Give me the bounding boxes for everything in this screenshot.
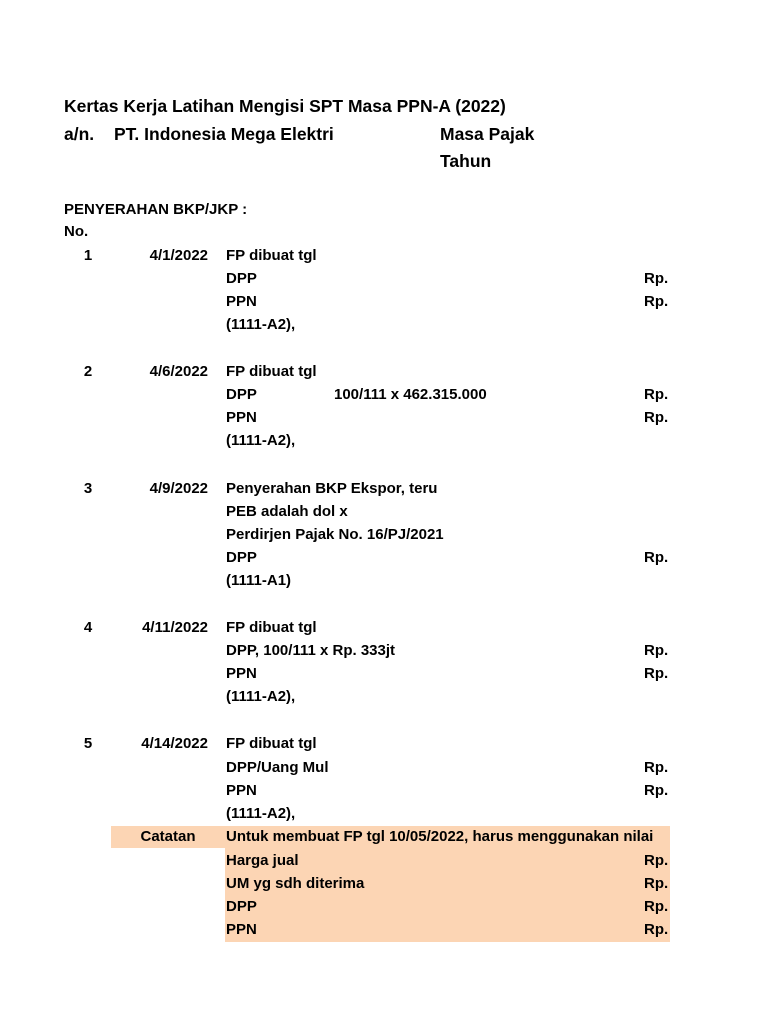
company-name: PT. Indonesia Mega Elektri	[114, 124, 334, 144]
rp-label: Rp.	[644, 386, 669, 403]
entry-line: PEB adalah dol x	[226, 503, 348, 520]
entry-number: 4	[83, 619, 93, 636]
catatan-row: UM yg sdh diterima	[226, 875, 365, 892]
entry-line: FP dibuat tgl	[226, 619, 317, 636]
entry-number: 2	[83, 363, 93, 380]
catatan-row: Harga jual	[226, 852, 299, 869]
dpp-formula: 100/111 x 462.315.000	[334, 386, 487, 403]
rp-label: Rp.	[644, 852, 669, 869]
rp-label: Rp.	[644, 270, 669, 287]
entry-line: FP dibuat tgl	[226, 735, 317, 752]
entry-number: 1	[83, 247, 93, 264]
entry-line: (1111-A2),	[226, 805, 296, 822]
entry-date: 4/11/2022	[142, 619, 208, 636]
entry-date: 4/6/2022	[149, 363, 208, 380]
rp-label: Rp.	[644, 759, 669, 776]
entry-line: DPP	[226, 386, 257, 403]
rp-label: Rp.	[644, 782, 669, 799]
rp-label: Rp.	[644, 642, 669, 659]
masa-pajak-label: Masa Pajak	[440, 124, 535, 144]
entry-line: DPP, 100/111 x Rp. 333jt	[226, 642, 396, 659]
entry-line: DPP	[226, 549, 257, 566]
entry-number: 3	[83, 480, 93, 497]
entry-line: (1111-A2),	[226, 316, 296, 333]
entry-line: Perdirjen Pajak No. 16/PJ/2021	[226, 526, 444, 543]
rp-label: Rp.	[644, 409, 669, 426]
catatan-label: Catatan	[140, 828, 196, 845]
entry-line: (1111-A2),	[226, 432, 296, 449]
entry-line: (1111-A1)	[226, 572, 292, 589]
rp-label: Rp.	[644, 898, 669, 915]
rp-label: Rp.	[644, 549, 669, 566]
rp-label: Rp.	[644, 665, 669, 682]
catatan-note: Untuk membuat FP tgl 10/05/2022, harus menggunakan nilai	[226, 828, 654, 845]
no-column-label: No.	[64, 223, 89, 240]
entry-line: PPN	[226, 782, 257, 799]
tahun-label: Tahun	[440, 151, 492, 171]
entry-line: PPN	[226, 293, 257, 310]
entry-line: Penyerahan BKP Ekspor, teru	[226, 480, 438, 497]
entry-line: PPN	[226, 665, 257, 682]
catatan-row: DPP	[226, 898, 257, 915]
entry-number: 5	[83, 735, 93, 752]
entry-line: DPP/Uang Mul	[226, 759, 329, 776]
entry-line: FP dibuat tgl	[226, 247, 317, 264]
an-label: a/n.	[64, 124, 95, 144]
entry-date: 4/9/2022	[149, 480, 208, 497]
entry-line: PPN	[226, 409, 257, 426]
entry-date: 4/14/2022	[141, 735, 208, 752]
entry-line: (1111-A2),	[226, 688, 296, 705]
entry-line: DPP	[226, 270, 257, 287]
rp-label: Rp.	[644, 293, 669, 310]
catatan-row: PPN	[226, 921, 257, 938]
worksheet-title: Kertas Kerja Latihan Mengisi SPT Masa PPN-A (2022)	[64, 96, 506, 116]
entry-date: 4/1/2022	[149, 247, 208, 264]
rp-label: Rp.	[644, 921, 669, 938]
rp-label: Rp.	[644, 875, 669, 892]
section-heading: PENYERAHAN BKP/JKP :	[64, 201, 248, 218]
entry-line: FP dibuat tgl	[226, 363, 317, 380]
